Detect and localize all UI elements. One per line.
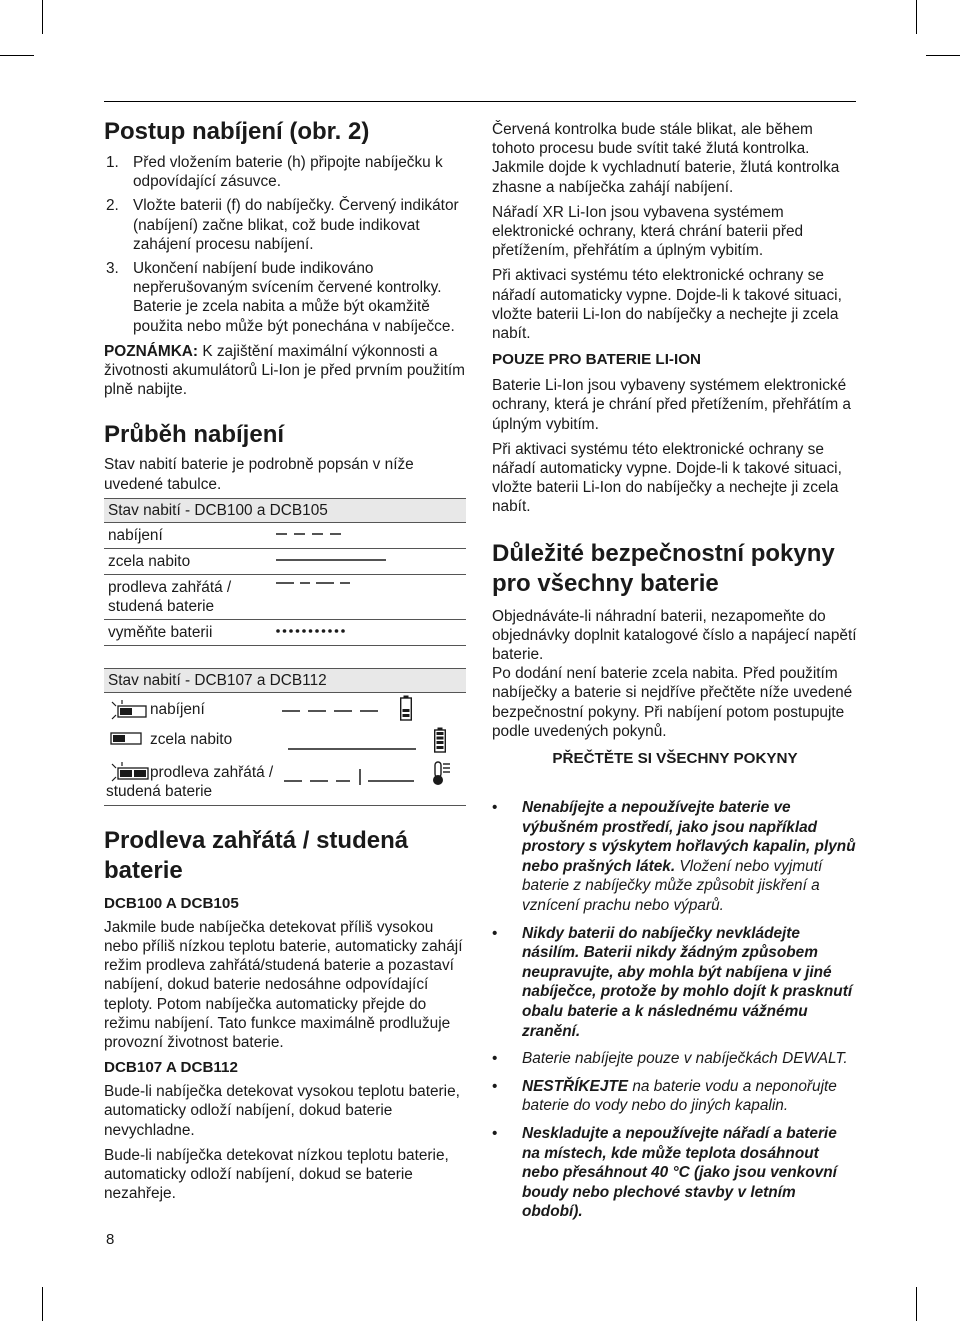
step-number: 2.	[106, 197, 119, 215]
paragraph: Při aktivaci systému této elektronické ochrany se nářadí automaticky vypne. Dojde-li k takové situaci, vložte baterii Li-Ion do nabíječky a nechejte ji zcela nabít.	[492, 267, 842, 343]
step-number: 3.	[106, 260, 119, 278]
table-row	[104, 523, 466, 549]
process-intro: Stav nabití baterie je podrobně popsán v níže uvedené tabulce.	[104, 456, 414, 493]
table-row	[104, 693, 466, 725]
paragraph: Po dodání není baterie zcela nabita. Před použitím nabíječky a baterie si nejdříve přečtěte níže uvedené bezpečnostní pokyny. Při nabíjení potom postupujte podle uvedených pokynů.	[492, 665, 853, 740]
step-text: Ukončení nabíjení bude indikováno nepřerušovaným svícením červené kontrolky. Baterie je zcela nabita a může být okamžitě použita nebo může být ponechána v nabíječce.	[133, 260, 455, 335]
list-item	[104, 196, 469, 254]
solid-pattern-icon	[288, 747, 418, 751]
charge-status-table-dcb100	[104, 498, 466, 646]
crop-mark	[916, 0, 917, 34]
bullet-bold: NESTŘÍKEJTE	[522, 1077, 629, 1095]
row-label: prodleva zahřátá / studená baterie	[106, 763, 274, 801]
bullet-icon: •	[492, 1124, 498, 1142]
safety-heading: Důležité bezpečnostní pokyny pro všechny baterie	[492, 539, 835, 597]
crop-mark	[42, 1287, 43, 1321]
paragraph: Nářadí XR Li-Ion jsou vybavena systémem elektronické ochrany, která chrání baterii před přetížením, přehřátím a úplným vybitím.	[492, 203, 804, 260]
bullet-icon: •	[492, 1077, 498, 1095]
step-text: Vložte baterii (f) do nabíječky. Červený indikátor (nabíjení) začne blikat, což bude indikovat zahájení procesu nabíjení.	[133, 197, 459, 253]
battery-full-icon	[434, 727, 446, 753]
charging-procedure-heading: Postup nabíjení (obr. 2)	[104, 118, 370, 145]
header-rule	[104, 101, 856, 102]
list-item	[492, 1124, 858, 1222]
delay-heading: Prodleva zahřátá / studená baterie	[104, 826, 409, 884]
row-label: prodleva zahřátá / studená baterie	[108, 578, 232, 615]
li-ion-heading: POUZE PRO BATERIE LI-ION	[492, 351, 701, 369]
delay-pattern-icon	[276, 581, 358, 585]
delay-pattern-icon	[284, 767, 434, 787]
solid-pattern-icon	[276, 558, 388, 562]
note-paragraph	[104, 342, 469, 400]
charging-process-heading: Průběh nabíjení	[104, 421, 285, 449]
left-column	[104, 112, 469, 1203]
dcb100-heading: DCB100 A DCB105	[104, 894, 239, 912]
list-item	[492, 924, 858, 1042]
bullet-text: na baterie vodu a neponořujte baterie do vody nebo do jiných kapalin.	[522, 1077, 837, 1115]
charging-pattern-icon	[282, 709, 400, 713]
paragraph: Baterie Li-Ion jsou vybaveny systémem elektronické ochrany, která je chrání před přetížením, přehřátím a úplným vybitím.	[492, 377, 851, 433]
crop-mark	[42, 0, 43, 34]
table-row	[104, 575, 466, 620]
paragraph: Objednáváte-li náhradní baterii, nezapomeňte do objednávky doplnit katalogové číslo a napájecí napětí baterie.	[492, 607, 857, 664]
bullet-icon: •	[492, 799, 498, 817]
safety-bullets	[492, 798, 858, 1222]
charge-status-table-dcb107	[104, 668, 466, 806]
row-label: vyměňte baterii	[108, 623, 213, 641]
paragraph: Při aktivaci systému této elektronické ochrany se nářadí automaticky vypne. Dojde-li k takové situaci, vložte baterii Li-Ion do nabíječky a nechejte ji zcela nabít.	[492, 440, 842, 516]
charged-indicator-icon	[110, 731, 144, 747]
bullet-text: Vložení nebo vyjmutí baterie z nabíječky může způsobit jiskření a vznícení prachu nebo výparů.	[522, 857, 823, 915]
list-item	[492, 798, 858, 916]
right-column	[492, 120, 858, 1222]
table-row	[104, 725, 466, 755]
dcb107-text-2: Bude-li nabíječka detekovat nízkou teplotu baterie, automaticky odloží nabíjení, dokud se baterie nezahřeje.	[104, 1146, 449, 1203]
crop-mark	[0, 55, 34, 56]
bullet-bold: Nenabíjejte a nepoužívejte baterie ve výbušném prostředí, jako jsou například prostory s výskytem hořlavých kapalin, plynů nebo prašných látek.	[522, 799, 856, 875]
paragraph: Červená kontrolka bude stále blikat, ale během tohoto procesu bude svítit také žlutá kontrolka. Jakmile dojde k vychladnutí baterie, žlutá kontrolka zhasne a nabíječka zahájí nabíjení.	[492, 121, 840, 196]
step-number: 1.	[106, 154, 119, 171]
crop-mark	[926, 55, 960, 56]
bullet-icon: •	[492, 924, 498, 942]
bullet-icon: •	[492, 1050, 498, 1068]
bullet-bold: Nikdy baterii do nabíječky nevkládejte násilím. Baterii nikdy žádným způsobem neupravujte, aby mohla být nabíjena v jiné nabíječce, protože by mohlo dojít k prasknutí obalu baterie a k následnému vážnému zranění.	[522, 924, 853, 1040]
thermometer-icon	[432, 761, 454, 787]
note-text: K zajištění maximální výkonnosti a životnosti akumulátorů Li-Ion je před prvním použitím plně nabijte.	[104, 342, 465, 399]
list-item	[104, 259, 469, 336]
row-label: nabíjení	[108, 526, 163, 544]
table-row	[104, 763, 466, 806]
crop-mark	[916, 1287, 917, 1321]
page-number: 8	[106, 1231, 115, 1248]
read-all-heading: PŘEČTĚTE SI VŠECHNY POKYNY	[552, 750, 798, 768]
note-label: POZNÁMKA:	[104, 342, 199, 360]
list-item	[492, 1049, 858, 1069]
bullet-text: Baterie nabíjejte pouze v nabíječkách DEWALT.	[522, 1050, 848, 1068]
row-label: zcela nabito	[150, 730, 233, 748]
table-row	[104, 620, 466, 646]
row-label: nabíjení	[150, 700, 205, 718]
steps-list	[104, 153, 469, 336]
table-header: Stav nabití - DCB100 a DCB105	[104, 498, 466, 523]
step-text: Před vložením baterie (h) připojte nabíječku k odpovídající zásuvce.	[133, 154, 443, 191]
list-item	[104, 153, 469, 191]
dcb107-text-1: Bude-li nabíječka detekovat vysokou teplotu baterie, automaticky odloží nabíjení, dokud baterie nevychladne.	[104, 1083, 460, 1139]
dcb107-heading: DCB107 A DCB112	[104, 1059, 238, 1077]
table-header: Stav nabití - DCB107 a DCB112	[104, 668, 466, 693]
table-row	[104, 549, 466, 575]
list-item	[492, 1077, 858, 1116]
battery-partial-icon	[400, 695, 412, 721]
replace-battery-pattern-icon	[276, 628, 346, 634]
row-label: zcela nabito	[108, 552, 191, 570]
charging-indicator-icon	[108, 699, 148, 721]
dcb100-text: Jakmile bude nabíječka detekovat příliš vysokou nebo příliš nízkou teplotu baterie, automaticky zahájí režim prodleva zahřátá/studená baterie a pozastaví nabíjení, dokud baterie nedosáhne odpovídající teploty. Potom nabíječka automaticky přejde do režimu nabíjení. Tato funkce maximálně prodlužuje provozní životnost baterie.	[104, 918, 463, 1052]
bullet-bold: Neskladujte a nepoužívejte nářadí a baterie na místech, kde může teplota dosáhnout nebo přesáhnout 40 °C (jako jsou venkovní boudy nebo plechové stavby v letním období).	[522, 1124, 837, 1221]
charging-pattern-icon	[276, 532, 346, 536]
